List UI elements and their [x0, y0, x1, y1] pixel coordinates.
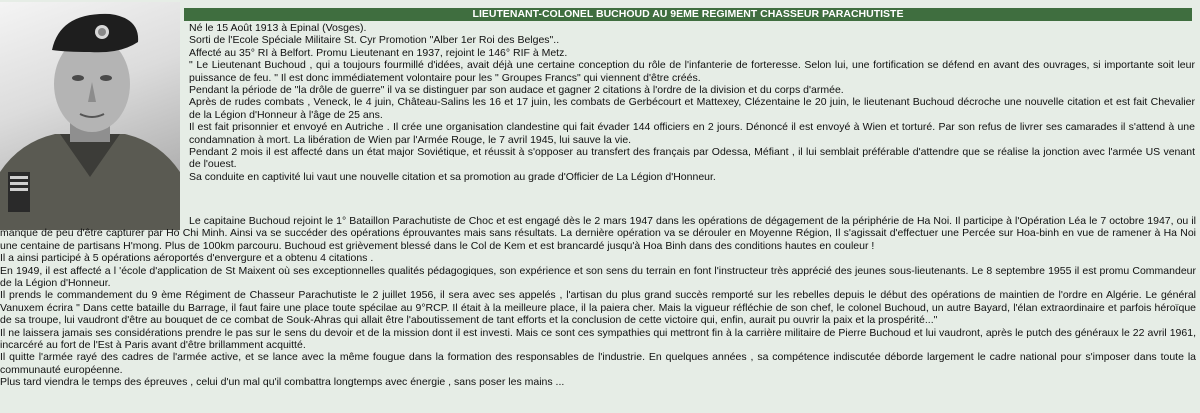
portrait-photo — [0, 2, 180, 230]
paragraph: Le capitaine Buchoud rejoint le 1° Bataillon Parachutiste de Choc et est engagé dès le 2 mars 1947 dans les opérations de dégagement de la périphérie de Ha Noi. Il participe à l'Opération Léa le 7 octobre 1947, ou il manque de peu d'être capturer par Ho Chi Minh. Ainsi va se succéder des opérations éprouvantes mais sans résultats. La dernière opération va se dérouler en Moyenne Région, Il s'agissait d'effectuer une Percée sur Hoa-binh en vue de ramener à Ha Noi une centaine de partisans H'mong. Plus de 100km parcouru. Buchoud est grièvement blessé dans le Col de Kem et est brancardé jusqu'à Hoa Binh dans des conditions hautes en couleur ! — [0, 215, 1196, 252]
paragraph: Né le 15 Août 1913 à Epinal (Vosges). — [189, 22, 367, 34]
paragraph: Pendant la période de "la drôle de guerre" il va se distinguer par son audace et gagner 2 citations à l'ordre de la division et du corps d'armée. — [189, 84, 844, 97]
biography-bottom — [0, 215, 1196, 389]
paragraph: Affecté au 35° RI à Belfort. Promu Lieutenant en 1937, rejoint le 146° RIF à Metz. — [189, 46, 568, 59]
paragraph: Il quitte l'armée rayé des cadres de l'armée active, et se lance avec la même fougue dans la formation des responsables de l'industrie. En quelques années , sa compétence indiscutée déborde largement le cadre national pour s'imposer dans toute la communauté européenne. — [0, 351, 1196, 376]
paragraph: Il ne laissera jamais ses considérations prendre le pas sur le sens du devoir et de la mission dont il est investi. Mais ce sont ces sympathies qui mettront fin à la carrière militaire de Pierre Buchoud et lui vaudront, après le putch des généraux le 22 avril 1961, incarcéré au fort de l'Est à Paris avant d'être brillamment acquitté. — [0, 326, 1196, 352]
paragraph: En 1949, il est affecté a l 'école d'application de St Maixent où ses exceptionnelles qualités pédagogiques, son expérience et son sens du terrain en font l'instructeur très apprécié des jeunes sous-lieutenants. Le 8 septembre 1955 il est promu Commandeur de la Légion d'Honneur. — [0, 264, 1196, 290]
paragraph: Il a ainsi participé à 5 opérations aéroportés d'envergure et a obtenu 4 citations . — [0, 252, 374, 265]
paragraph: Pendant 2 mois il est affecté dans un état major Soviétique, et réussit à s'opposer au transfert des français par Odessa, Méfiant , il lui semblait préférable d'attendre que se réalise la jonction avec l'armée US venant de l'ouest. — [189, 146, 1195, 171]
paragraph: " Le Lieutenant Buchoud , qui a toujours fourmillé d'idées, avait déjà une certaine conception du rôle de l'infanterie de forteresse. Selon lui, une fortification se défend en avant des ouvrages, si importante soit leur puissance de feu. " Il est donc immédiatement volontaire pour les " Groupes Francs" qui viennent d'être créés. — [189, 59, 1195, 84]
page-title: LIEUTENANT-COLONEL BUCHOUD AU 9EME REGIMENT CHASSEUR PARACHUTISTE — [184, 8, 1192, 21]
paragraph: Il est fait prisonnier et envoyé en Autriche . Il crée une organisation clandestine qui fait évader 144 officiers en 2 jours. Dénoncé il est envoyé à Wien et torturé. Par son refus de livrer ses camarades il s'attend à une condamnation à mort. La libération de Wien par l'Armée Rouge, le 7 avril 1945, lui sauve la vie. — [189, 121, 1195, 146]
paragraph: Sorti de l'Ecole Spéciale Militaire St. Cyr Promotion "Alber 1er Roi des Belges".. — [189, 34, 560, 47]
paragraph: Il prends le commandement du 9 ème Régiment de Chasseur Parachutiste le 2 juillet 1956, il sera avec ses appelés , l'artisan du plus grand succès remporté sur les rebelles depuis le début des opérations de maintien de l'ordre en Algérie. Le général Vanuxem écrira " Dans cette bataille du Barrage, il faut faire une place toute spécilae au 9°RCP. Il était à la meilleure place, il la paiera cher. Mais la vigueur réfléchie de son chef, le colonel Buchoud, un autre Bayard, l'élan extraordinaire et parfois héroïque de sa troupe, lui vaudront d'être au bouquet de ce combat de Souk-Ahras qui allait être l'aboutissement de tant efforts et la conclusion de cette victoire qui, enfin, aurait pu ouvrir la paix et la prospérité..." — [0, 289, 1196, 327]
paragraph: Plus tard viendra le temps des épreuves , celui d'un mal qu'il combattra longtemps avec énergie , sans poser les mains ... — [0, 376, 565, 389]
portrait-icon — [0, 2, 180, 230]
paragraph: Après de rudes combats , Veneck, le 4 juin, Château-Salins les 16 et 17 juin, les combats de Gerbécourt et Mattexey, Clézentaine le 20 juin, le lieutenant Buchoud décroche une nouvelle citation et est fait Chevalier de la Légion d'Honneur à l'âge de 25 ans. — [189, 96, 1195, 121]
paragraph: Sa conduite en captivité lui vaut une nouvelle citation et sa promotion au grade d'Officier de La Légion d'Honneur. — [189, 170, 716, 183]
biography-top — [189, 22, 1195, 183]
